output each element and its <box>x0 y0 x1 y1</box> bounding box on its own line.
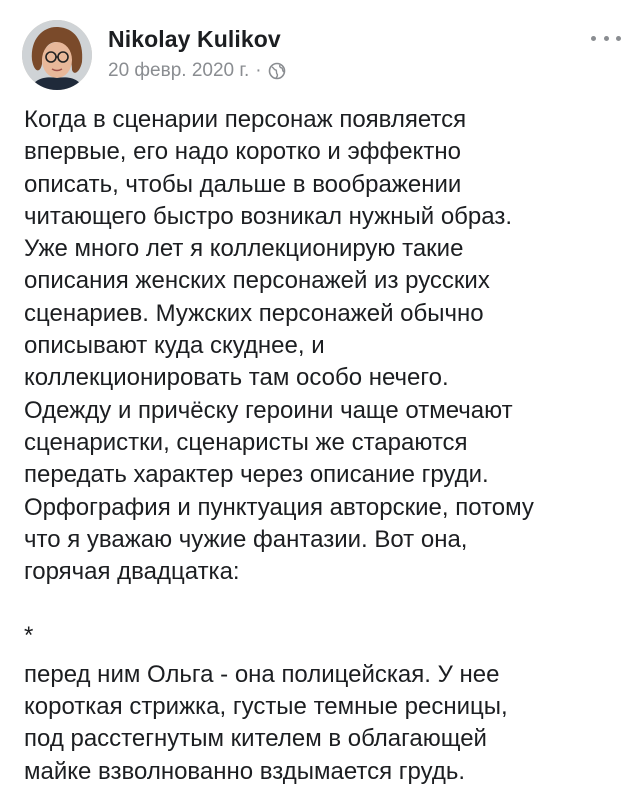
post-header <box>0 0 639 100</box>
more-options-icon[interactable] <box>591 30 621 46</box>
post-paragraph-1: Когда в сценарии персонаж появляется впервые, его надо коротко и эффектно описать, чтобы дальше в воображении читающего быстро возникал нужный образ. Уже много лет я коллекционирую такие описания женских персонажей из русских сценариев. Мужских персонажей обычно описывают куда скуднее, и коллекционировать там особо нечего. Одежду и причёску героини чаще отмечают сценаристки, сценаристы же стараются передать характер через описание груди. Орфография и пунктуация авторские, потому что я уважаю чужие фантазии. Вот она, горячая двадцатка: <box>24 106 534 586</box>
post-body <box>24 104 624 788</box>
post-paragraph-2: перед ним Ольга - она полицейская. У нее короткая стрижка, густые темные ресницы, под расстегнутым кителем в облагающей майке взволнованно вздымается грудь. <box>24 660 508 785</box>
globe-icon <box>268 62 286 80</box>
post-separator: * <box>24 622 34 650</box>
author-name[interactable]: Nikolay Kulikov <box>108 26 281 52</box>
post-meta <box>108 60 286 82</box>
meta-separator: · <box>255 60 262 81</box>
author-avatar[interactable] <box>22 20 92 90</box>
avatar-image <box>22 20 92 90</box>
post-date[interactable]: 20 февр. 2020 г. <box>108 60 250 81</box>
